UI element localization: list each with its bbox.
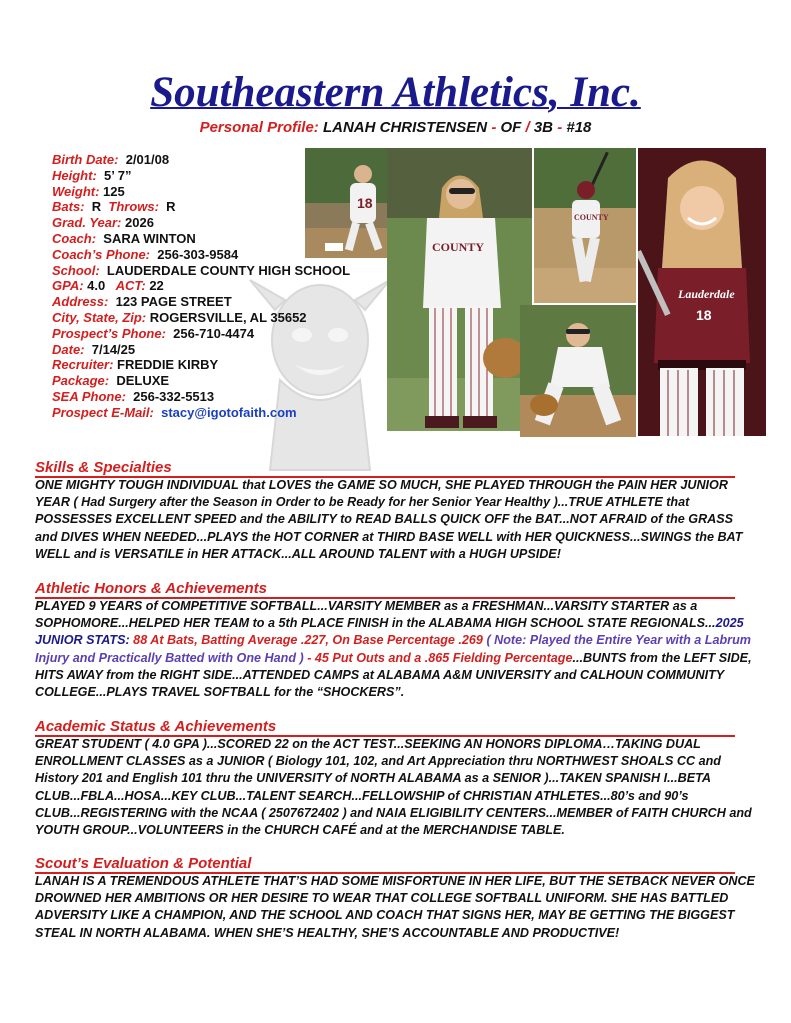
info-row-gpa-act: GPA: 4.0 ACT: 22 (52, 278, 164, 294)
jersey-number: #18 (566, 119, 592, 136)
profile-label: Personal Profile: (199, 119, 319, 136)
section-text-scout: LANAH IS A TREMENDOUS ATHLETE THAT’S HAD SOME MISFORTUNE IN HER LIFE, BUT THE SETBACK NEVER ONCE DROWNED HER AMBITIONS OR HER DESIRE TO WEAR THAT COLLEGE SOFTBALL UNIFORM. SHE HAS BATTLED ADVERSITY LIKE A CHAMPION, AND THE SCHOOL AND COACH THAT SIGNS HER, MAY BE GETTING THE BIGGEST STEAL IN NORTH ALABAMA. WHEN SHE’S HEALTHY, SHE’S ACCOUNTABLE AND PRODUCTIVE! (35, 874, 755, 940)
position-primary: OF (500, 119, 522, 136)
info-row-school: School: LAUDERDALE COUNTY HIGH SCHOOL (52, 262, 351, 278)
info-row-bats-throws: Bats: R Throws: R (52, 199, 176, 215)
info-row-coach: Coach: SARA WINTON (52, 230, 196, 246)
info-row-birth-date: Birth Date: 2/01/08 (52, 152, 170, 167)
section-text-honors: PLAYED 9 YEARS of COMPETITIVE SOFTBALL...VARSITY MEMBER as a FRESHMAN...VARSITY STARTER as a SOPHOMORE...HELPED HER TEAM to a 5th PLACE FINISH in the ALABAMA HIGH SCHOOL STATE REGIONALS...2025 JUNIOR STATS: 88 At Bats, Batting Average .227, On Base Percentage .269 ( Note: Played the Entire Year with a Labrum Injury and Practically Batted with One Hand ) - 45 Put Outs and a .865 Fielding Percentage...BUNTS from the LEFT SIDE, HITS AWAY from the RIGHT SIDE...ATTENDED CAMPS at ALABAMA A&M UNIVERSITY and CALHOUN COMMUNITY COLLEGE...PLAYS TRAVEL SOFTBALL for the “SHOCKERS”. (35, 599, 752, 700)
stats-text: 88 At Bats, Batting Average .227, On Base Percentage .269 (129, 633, 487, 648)
email-link[interactable]: stacy@igotofaith.com (161, 404, 297, 420)
info-row-height: Height: 5’ 7” (52, 167, 132, 183)
photo-ground-ball (520, 305, 636, 437)
info-row-email: Prospect E-Mail: stacy@igotofaith.com (52, 404, 297, 420)
info-row-prospect-phone: Prospect’s Phone: 256-710-4474 (52, 325, 255, 341)
info-row-grad-year: Grad. Year: 2026 (52, 215, 154, 231)
section-heading-academic: Academic Status & Achievements (35, 718, 277, 735)
section-text-academic: GREAT STUDENT ( 4.0 GPA )...SCORED 22 on the ACT TEST...SEEKING AN HONORS DIPLOMA…TAKING DUAL ENROLLMENT CLASSES as a JUNIOR ( Biology 101, 102, and Art Appreciation thru NORTHWEST SHOALS CC and History 201 and English 101 thru the UNIVERSITY of NORTH ALABAMA as a SENIOR )...TAKEN SPANISH I...BETA CLUB...FBLA...HOSA...KEY CLUB...TALENT SEARCH...FELLOWSHIP of CHRISTIAN ATHLETES...80’s and 90’s CLUB...REGISTERING with the NCAA ( 2507672402 ) and NAIA ELIGIBILITY CENTERS...MEMBER of FAITH CHURCH and YOUTH GROUP...VOLUNTEERS in the CHURCH CAFÉ and at the MERCHANDISE TABLE. (35, 737, 752, 838)
info-row-date: Date: 7/14/25 (52, 341, 136, 357)
jersey-script-text: Lauderdale (678, 287, 735, 301)
dash-separator: - (557, 119, 563, 136)
jersey-script-text: COUNTY (574, 213, 609, 222)
info-row-weight: Weight: 125 (52, 183, 125, 199)
stats-label: 2025 JUNIOR STATS: (35, 616, 744, 648)
stats-text: - 45 Put Outs and a .865 Fielding Percentage (303, 650, 573, 665)
position-secondary: 3B (533, 119, 554, 136)
section-heading-skills: Skills & Specialties (35, 459, 172, 476)
info-row-package: Package: DELUXE (52, 373, 170, 389)
info-row-recruiter: Recruiter: FREDDIE KIRBY (52, 357, 219, 373)
section-heading-honors: Athletic Honors & Achievements (35, 580, 267, 597)
profile-subtitle (0, 119, 791, 136)
section-text-skills: ONE MIGHTY TOUGH INDIVIDUAL that LOVES the GAME SO MUCH, SHE PLAYED THROUGH the PAIN HER JUNIOR YEAR ( Had Surgery after the Season in Order to be Ready for her Senior Year Healthy )...TRUE ATHLETE that POSSESSES EXCELLENT SPEED and the ABILITY to READ BALLS QUICK OFF the BAT...NOT AFRAID of the GRASS and DIVES WHEN NEEDED...PLAYS the HOT CORNER at THIRD BASE WELL with HER QUICKNESS...SWINGS the BAT WELL and is VERSATILE in HER ATTACK...ALL AROUND TALENT with a HUGH UPSIDE! (35, 478, 743, 561)
section-heading-scout: Scout’s Evaluation & Potential (35, 855, 252, 872)
info-row-address: Address: 123 PAGE STREET (52, 294, 232, 310)
photo-batter (534, 148, 636, 303)
jersey-script-text: COUNTY (432, 240, 485, 254)
info-row-sea-phone: SEA Phone: 256-332-5513 (52, 388, 215, 404)
photo-portrait (638, 148, 766, 436)
company-title: Southeastern Athletics, Inc. (150, 69, 641, 116)
jersey-number-text: 18 (357, 195, 373, 211)
player-name: LANAH CHRISTENSEN (322, 119, 488, 136)
info-row-coach-phone: Coach’s Phone: 256-303-9584 (52, 246, 239, 262)
info-row-city-state-zip: City, State, Zip: ROGERSVILLE, AL 35652 (52, 309, 307, 325)
jersey-number-text: 18 (696, 307, 712, 323)
slash-separator: / (525, 119, 530, 136)
profile-info-list (52, 152, 350, 421)
injury-note: ( Note: Played the Entire Year with a Labrum Injury and Practically Batted with One Hand ) (35, 633, 751, 665)
dash-separator: - (491, 119, 497, 136)
photo-fielder-glove (387, 148, 532, 431)
